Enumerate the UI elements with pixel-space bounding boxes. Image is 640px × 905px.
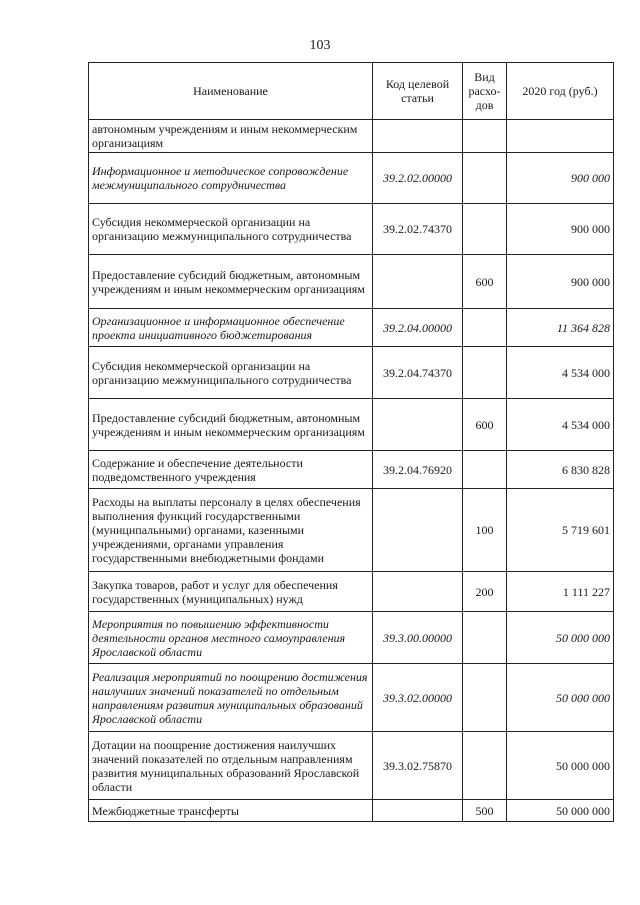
table-row <box>89 153 614 204</box>
cell-type: 100 <box>463 489 507 572</box>
table-row <box>89 451 614 489</box>
header-amount: 2020 год (руб.) <box>507 63 614 120</box>
cell-code <box>373 120 463 153</box>
cell-amount: 4 534 000 <box>507 399 614 451</box>
table-row <box>89 255 614 309</box>
cell-type: 600 <box>463 255 507 309</box>
cell-name: Межбюджетные трансферты <box>89 800 373 822</box>
cell-code: 39.3.02.00000 <box>373 664 463 732</box>
table-row <box>89 664 614 732</box>
cell-amount: 900 000 <box>507 255 614 309</box>
cell-amount: 50 000 000 <box>507 664 614 732</box>
table-row <box>89 347 614 399</box>
cell-code: 39.2.04.74370 <box>373 347 463 399</box>
header-type: Вид расхо-дов <box>463 63 507 120</box>
cell-type: 600 <box>463 399 507 451</box>
cell-amount: 900 000 <box>507 204 614 255</box>
table-row <box>89 399 614 451</box>
header-code: Код целевой статьи <box>373 63 463 120</box>
table-row <box>89 800 614 822</box>
table-row <box>89 612 614 664</box>
table-row <box>89 572 614 612</box>
cell-code <box>373 572 463 612</box>
cell-name: автономным учреждениям и иным некоммерческим организациям <box>89 120 373 153</box>
table-body <box>89 120 614 822</box>
cell-name: Предоставление субсидий бюджетным, автономным учреждениям и иным некоммерческим организациям <box>89 255 373 309</box>
cell-type <box>463 120 507 153</box>
table-row <box>89 489 614 572</box>
cell-type: 200 <box>463 572 507 612</box>
table-row <box>89 204 614 255</box>
page-number: 103 <box>309 38 331 53</box>
cell-type: 500 <box>463 800 507 822</box>
cell-code <box>373 255 463 309</box>
cell-amount <box>507 120 614 153</box>
cell-code: 39.2.04.00000 <box>373 309 463 347</box>
table-row <box>89 120 614 153</box>
cell-code: 39.2.04.76920 <box>373 451 463 489</box>
table-row <box>89 732 614 800</box>
cell-name: Содержание и обеспечение деятельности подведомственного учреждения <box>89 451 373 489</box>
cell-type <box>463 309 507 347</box>
cell-code: 39.2.02.74370 <box>373 204 463 255</box>
cell-amount: 50 000 000 <box>507 612 614 664</box>
cell-type <box>463 204 507 255</box>
cell-amount: 50 000 000 <box>507 732 614 800</box>
cell-name: Информационное и методическое сопровождение межмуниципального сотрудничества <box>89 153 373 204</box>
cell-name: Расходы на выплаты персоналу в целях обеспечения выполнения функций государственными (муниципальными) органами, казенными учреждениями, органами управления государственными внебюджетными фондами <box>89 489 373 572</box>
table-row <box>89 309 614 347</box>
cell-name: Реализация мероприятий по поощрению достижения наилучших значений показателей по отдельным направлениям развития муниципальных образований Ярославской области <box>89 664 373 732</box>
cell-amount: 50 000 000 <box>507 800 614 822</box>
cell-code <box>373 399 463 451</box>
header-name: Наименование <box>89 63 373 120</box>
cell-amount: 1 111 227 <box>507 572 614 612</box>
cell-amount: 5 719 601 <box>507 489 614 572</box>
table-header-row <box>89 63 614 120</box>
cell-code <box>373 800 463 822</box>
cell-type <box>463 732 507 800</box>
cell-code: 39.2.02.00000 <box>373 153 463 204</box>
cell-type <box>463 153 507 204</box>
cell-type <box>463 347 507 399</box>
cell-amount: 6 830 828 <box>507 451 614 489</box>
cell-name: Мероприятия по повышению эффективности деятельности органов местного самоуправления Ярославской области <box>89 612 373 664</box>
cell-amount: 11 364 828 <box>507 309 614 347</box>
cell-type <box>463 451 507 489</box>
cell-name: Организационное и информационное обеспечение проекта инициативного бюджетирования <box>89 309 373 347</box>
cell-amount: 900 000 <box>507 153 614 204</box>
budget-table <box>88 62 614 822</box>
cell-amount: 4 534 000 <box>507 347 614 399</box>
cell-name: Предоставление субсидий бюджетным, автономным учреждениям и иным некоммерческим организациям <box>89 399 373 451</box>
cell-code <box>373 489 463 572</box>
cell-name: Субсидия некоммерческой организации на организацию межмуниципального сотрудничества <box>89 347 373 399</box>
cell-code: 39.3.02.75870 <box>373 732 463 800</box>
cell-type <box>463 612 507 664</box>
cell-type <box>463 664 507 732</box>
cell-name: Дотации на поощрение достижения наилучших значений показателей по отдельным направлениям развития муниципальных образований Ярославской области <box>89 732 373 800</box>
cell-code: 39.3.00.00000 <box>373 612 463 664</box>
cell-name: Закупка товаров, работ и услуг для обеспечения государственных (муниципальных) нужд <box>89 572 373 612</box>
cell-name: Субсидия некоммерческой организации на организацию межмуниципального сотрудничества <box>89 204 373 255</box>
